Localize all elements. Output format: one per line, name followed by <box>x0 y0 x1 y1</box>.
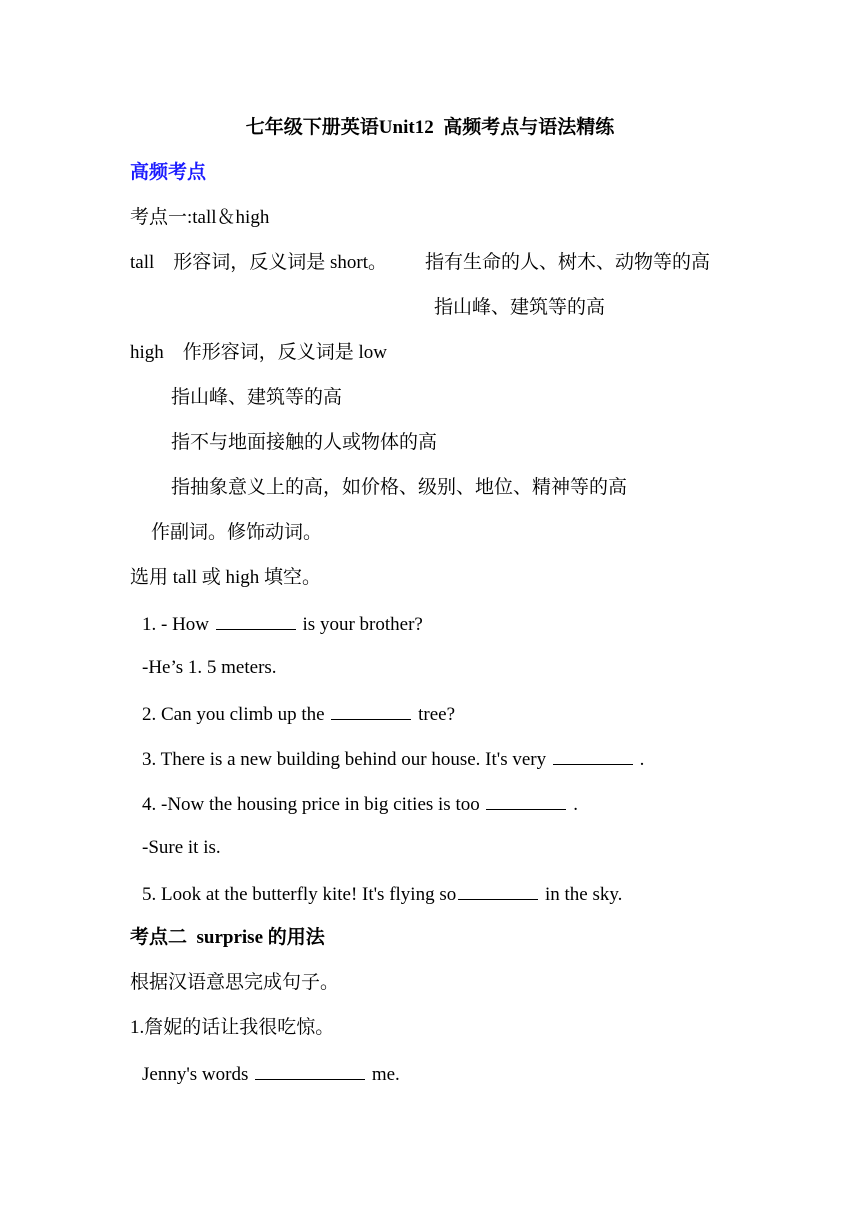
question-2-post: tree? <box>413 704 455 725</box>
question-4 <box>142 791 578 817</box>
section-heading: 高频考点 <box>130 162 207 183</box>
point2-question-1-cn: 1.詹妮的话让我很吃惊。 <box>130 1017 335 1038</box>
question-4-post: . <box>568 794 578 815</box>
high-use-2: 指不与地面接触的人或物体的高 <box>171 432 438 453</box>
question-1-answer: -He’s 1. 5 meters. <box>142 657 277 678</box>
page-title: 七年级下册英语Unit12 高频考点与语法精练 <box>245 117 615 138</box>
answer-blank-1[interactable] <box>216 611 296 630</box>
question-1 <box>142 611 423 637</box>
answer-blank-3[interactable] <box>553 746 633 765</box>
question-4-answer: -Sure it is. <box>142 837 221 858</box>
exercise2-instruction: 根据汉语意思完成句子。 <box>130 972 340 993</box>
question-2-pre: 2. Can you climb up the <box>142 704 330 725</box>
question-5 <box>142 881 622 907</box>
question-3 <box>142 746 644 772</box>
point2-question-1 <box>142 1061 400 1087</box>
adverb-note: 作副词。修饰动词。 <box>151 522 323 543</box>
tall-use-living: 指有生命的人、树木、动物等的高 <box>425 252 711 273</box>
point2-answer-blank-1[interactable] <box>255 1061 365 1080</box>
high-use-3: 指抽象意义上的高，如价格、级别、地位、精神等的高 <box>171 477 628 498</box>
point1-heading: 考点一:tall＆high <box>130 207 270 228</box>
question-3-pre: 3. There is a new building behind our house. It's very <box>142 749 551 770</box>
question-5-post: in the sky. <box>540 884 623 905</box>
question-2 <box>142 701 455 727</box>
high-definition: high 作形容词，反义词是 low <box>130 342 388 363</box>
question-3-post: . <box>634 749 645 770</box>
question-1-pre: 1. - How <box>142 614 214 635</box>
tall-use-buildings: 指山峰、建筑等的高 <box>434 297 606 318</box>
answer-blank-5[interactable] <box>458 881 538 900</box>
question-5-pre: 5. Look at the butterfly kite! It's flying so <box>142 884 457 905</box>
tall-definition: tall 形容词，反义词是 short。 <box>130 252 388 273</box>
exercise1-instruction: 选用 tall 或 high 填空。 <box>130 567 322 588</box>
answer-blank-4[interactable] <box>486 791 566 810</box>
question-1-post: is your brother? <box>297 614 423 635</box>
point2-question-1-pre: Jenny's words <box>142 1064 254 1085</box>
point2-question-1-post: me. <box>367 1064 400 1085</box>
answer-blank-2[interactable] <box>331 701 411 720</box>
question-4-pre: 4. -Now the housing price in big cities is too <box>142 794 485 815</box>
point2-heading: 考点二 surprise 的用法 <box>130 927 325 948</box>
high-use-1: 指山峰、建筑等的高 <box>171 387 343 408</box>
